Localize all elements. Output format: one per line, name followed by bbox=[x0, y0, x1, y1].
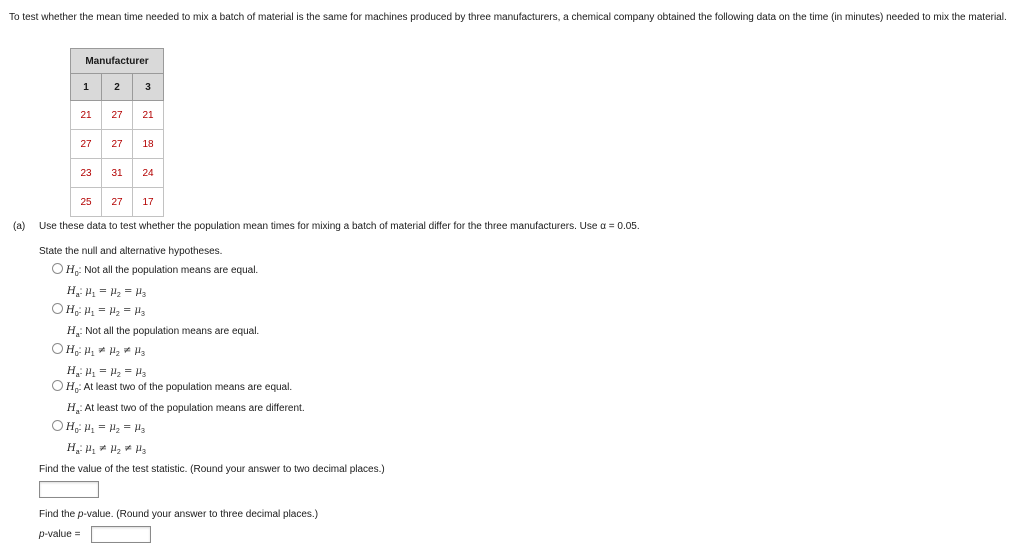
radio-button[interactable] bbox=[52, 420, 63, 431]
ha-symbol: $H_a$ bbox=[67, 286, 80, 299]
h0-symbol: $H_0$ bbox=[66, 265, 79, 278]
hypothesis-option-3[interactable]: $H_0$: $\mu_1 \ne \mu_2 \ne \mu_3$ $H_a$: $\mu_1 = \mu_2 = \mu_3$ bbox=[52, 342, 146, 384]
column-header: 2 bbox=[102, 74, 133, 101]
h0-text: $\mu_1 = \mu_2 = \mu_3$ bbox=[84, 422, 145, 435]
pvalue-label-text: -value = bbox=[44, 529, 81, 540]
ha-text: $\mu_1 = \mu_2 = \mu_3$ bbox=[85, 366, 146, 379]
hypothesis-option-2[interactable]: $H_0$: $\mu_1 = \mu_2 = \mu_3$ $H_a$: Not all the population means are equal. bbox=[52, 302, 259, 344]
table-cell: 27 bbox=[102, 101, 133, 130]
h0-symbol: $H_0$ bbox=[66, 345, 79, 358]
test-statistic-input[interactable] bbox=[39, 481, 99, 498]
table-header: Manufacturer bbox=[71, 49, 164, 74]
ha-symbol: $H_a$ bbox=[67, 443, 80, 456]
radio-button[interactable] bbox=[52, 343, 63, 354]
h0-symbol: $H_0$ bbox=[66, 305, 79, 318]
ha-text: At least two of the population means are different. bbox=[84, 403, 305, 414]
ha-symbol: $H_a$ bbox=[67, 366, 80, 379]
radio-button[interactable] bbox=[52, 263, 63, 274]
pvalue-prompt-before: Find the bbox=[39, 509, 78, 520]
table-cell: 17 bbox=[133, 188, 164, 217]
table-cell: 21 bbox=[71, 101, 102, 130]
pvalue-prompt bbox=[39, 509, 318, 520]
part-a-text: Use these data to test whether the population mean times for mixing a batch of material differ for the three manufacturers. Use α = 0.05. bbox=[39, 221, 640, 232]
h0-text: $\mu_1 \ne \mu_2 \ne \mu_3$ bbox=[84, 345, 145, 358]
table-cell: 27 bbox=[71, 130, 102, 159]
pvalue-prompt-italic: p bbox=[77, 509, 84, 520]
pvalue-prompt-after: -value. (Round your answer to three decimal places.) bbox=[83, 509, 319, 520]
ha-text: $\mu_1 \ne \mu_2 \ne \mu_3$ bbox=[85, 443, 146, 456]
ha-symbol: $H_a$ bbox=[67, 326, 80, 339]
pvalue-input[interactable] bbox=[91, 526, 151, 543]
table-cell: 25 bbox=[71, 188, 102, 217]
table-row bbox=[71, 188, 164, 217]
table-row bbox=[71, 159, 164, 188]
table-cell: 27 bbox=[102, 188, 133, 217]
ha-text: $\mu_1 = \mu_2 = \mu_3$ bbox=[85, 286, 146, 299]
h0-symbol: $H_0$ bbox=[66, 382, 79, 395]
table-cell: 23 bbox=[71, 159, 102, 188]
hypothesis-option-4[interactable]: $H_0$: At least two of the population means are equal. $H_a$: At least two of the population means are different. bbox=[52, 379, 305, 421]
ha-symbol: $H_a$ bbox=[67, 403, 80, 416]
column-header: 3 bbox=[133, 74, 164, 101]
table-cell: 31 bbox=[102, 159, 133, 188]
h0-text: $\mu_1 = \mu_2 = \mu_3$ bbox=[84, 305, 145, 318]
part-label: (a) bbox=[13, 221, 26, 232]
column-header: 1 bbox=[71, 74, 102, 101]
table-row bbox=[71, 130, 164, 159]
hypothesis-option-5[interactable]: $H_0$: $\mu_1 = \mu_2 = \mu_3$ $H_a$: $\mu_1 \ne \mu_2 \ne \mu_3$ bbox=[52, 419, 146, 461]
data-table bbox=[70, 48, 164, 217]
pvalue-label-italic: p bbox=[39, 529, 45, 540]
ha-text: Not all the population means are equal. bbox=[85, 326, 260, 337]
table-cell: 24 bbox=[133, 159, 164, 188]
table-cell: 27 bbox=[102, 130, 133, 159]
pvalue-label bbox=[39, 529, 80, 540]
h0-text: Not all the population means are equal. bbox=[84, 265, 259, 276]
h0-text: At least two of the population means are equal. bbox=[83, 382, 293, 393]
hypotheses-prompt: State the null and alternative hypotheses. bbox=[39, 246, 223, 257]
table-row bbox=[71, 101, 164, 130]
part-a-question bbox=[13, 221, 640, 232]
table-cell: 21 bbox=[133, 101, 164, 130]
table-cell: 18 bbox=[133, 130, 164, 159]
test-statistic-prompt: Find the value of the test statistic. (Round your answer to two decimal places.) bbox=[39, 464, 385, 475]
hypothesis-option-1[interactable]: $H_0$: Not all the population means are equal. $H_a$: $\mu_1 = \mu_2 = \mu_3$ bbox=[52, 262, 258, 304]
radio-button[interactable] bbox=[52, 303, 63, 314]
problem-intro: To test whether the mean time needed to mix a batch of material is the same for machines produced by three manufacturers, a chemical company obtained the following data on the time (in minutes) needed to mix the material. bbox=[9, 12, 1007, 23]
radio-button[interactable] bbox=[52, 380, 63, 391]
h0-symbol: $H_0$ bbox=[66, 422, 79, 435]
